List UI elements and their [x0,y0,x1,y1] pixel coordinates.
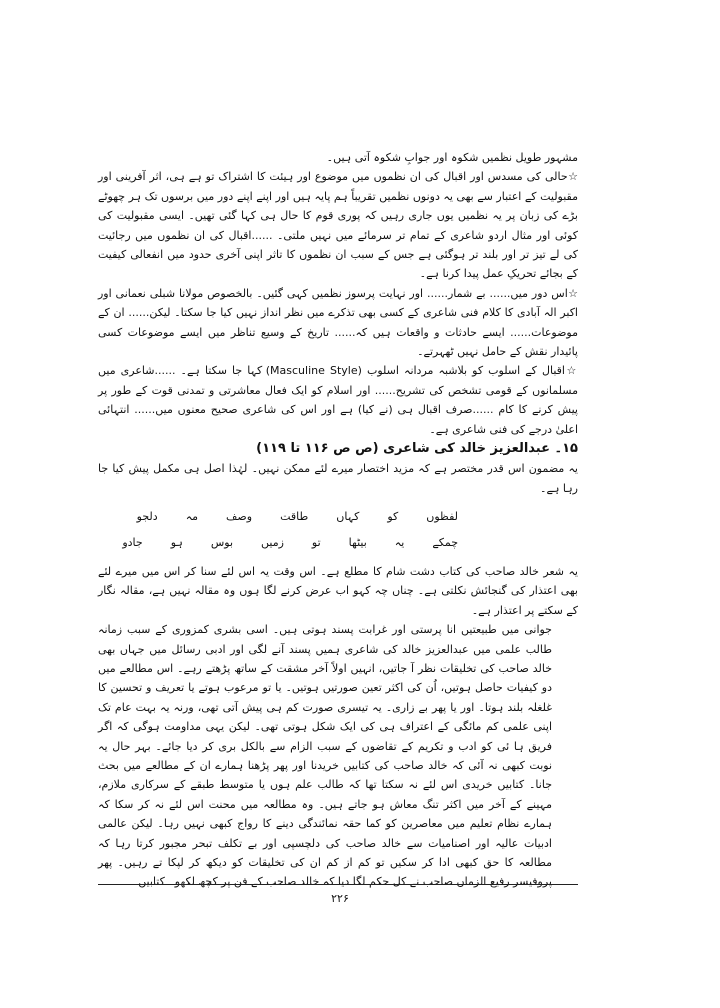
verse-word: کہاں [336,509,360,523]
paragraph-4: ☆اقبال کے اسلوب کو بلاشبہ مردانہ اسلوب (Masculine Style) کہا جا سکتا ہے۔ ......شاعری میں مسلمانوں کے قومی تشخص کی تشریح...... اور اسلام کو ایک فعال معاشرتی و تمدنی قوت کے طور پر پیش کرنے کا کام ......صرف اقبال ہی (نے کیا) ہے اور اس کی شاعری صحیح معنوں میں...... انتہائی اعلیٰ درجے کی فنی شاعری ہے۔ [98,364,578,436]
section-heading: ۱۵۔ عبدالعزیز خالد کی شاعری (ص ص ۱۱۶ تا ۱۱۹) [256,441,578,457]
verse-word: تو [311,535,321,549]
verse-word: طاقت [280,509,309,523]
intro-paragraph: یہ مضمون اس قدر مختصر ہے کہ مزید اختصار میرے لئے ممکن نہیں۔ لہٰذا اصل ہی مکمل پیش کیا جا رہا ہے۔ [98,462,578,495]
verse-line-1 [98,504,458,530]
body-text [98,148,578,892]
verse-word: وصف [226,509,253,523]
verse-word: زمیں [261,535,284,549]
verse-word: بوس [210,535,234,549]
paragraph-2: ☆حالی کی مسدس اور اقبال کی ان نظموں میں موضوع اور ہیئت کا اشتراک تو ہے ہی، اثر آفرینی اور مقبولیت کے اعتبار سے بھی یہ دونوں نظمیں تقریباً ہم پایہ ہیں اور اپنے اپنے دور میں برسوں تک ہر چھوٹے بڑے کی زبان پر یہ نظمیں یوں جاری رہیں کہ پوری قوم کا حال ہی کہا گئی تھیں۔ ایسی مقبولیت کی کوئی اور مثال اردو شاعری کے تمام تر سرمائے میں نہیں ملتی۔ ......اقبال کی ان نظموں میں رجائیت کی لے تیز تر اور بلند تر ہوگئی ہے جس کے سبب ان نظموں کا تاثر اپنی آخری حدود میں انفعالی کیفیت کے بجائے تحریکِ عمل پیدا کرنا ہے۔ [98,170,578,281]
footer-divider [98,884,578,885]
verse-word: لفظوں [426,509,458,523]
paragraph-6: جوانی میں طبیعتیں انا پرستی اور غرابت پسند ہوتی ہیں۔ اسی بشری کمزوری کے سبب زمانہ طالب علمی میں عبدالعزیز خالد کی شاعری ہمیں پسند آنے لگی اور ادبی رسائل میں جہاں بھی خالد صاحب کی تخلیقات نظر آ جاتیں، انہیں اولاً آخر مشقت کے ساتھ پڑھتے رہے۔ اس مطالعے میں دو کیفیات حاصل ہوتیں، اُن کی اکثر تعین صورتیں ہوتیں۔ یا تو مرعوب ہوتے یا تعریف و تحسین کا غلغلہ بلند ہوتا۔ اور یا پھر بے زاری۔ یہ تیسری صورت کم ہی پیش آتی تھی، ورنہ یہ بہت عام تک اپنی علمی کم مائگی کے اعتراف ہی کی ایک شکل ہوتی تھی۔ لیکن یہی مداومت ہوگی کہ اگر فریق ہا ئی کو ادب و تکریم کے تقاضوں کے سبب الزام سے بالکل بری کر دیا جائے۔ بہر حال یہ نوبت کبھی نہ آئی کہ خالد صاحب کی کتابیں خریدنا اور پھر پڑھنا ہمارے ان کے مطالعے میں بحث جانا۔ کتابیں خریدی اس لئے نہ سکتا تھا کہ طالب علم ہوں یا متوسط طبقے کے سرکاری ملازم، مہینے کے آخر میں اکثر تنگ معاش ہو جاتے ہیں۔ وہ مطالعہ میں محنت اس لئے نہ کر سکا کہ ہمارے نظام تعلیم میں معاصرین کو کما حقہ نمائندگی دینے کا رواج کبھی نہیں رہا۔ لیکن عالمی ادبیات عالیہ اور اصنامیات سے خالد صاحب کی دلچسپی اور بے تکلف تبحر مجبور کرتا رہا کہ مطالعہ کا حق کبھی ادا کر سکیں تو کم از کم ان کی تخلیقات کو دیکھ کر لپکا تے رہیں۔ پھر پروفیسر رفیع الزماں صاحب نے کل حکم لگا دیا کہ خالد صاحب کے فن پر کچھ لکھو۔ کتابیں [98,623,552,889]
verse-word: کو [387,509,399,523]
paragraph-1: مشہور طویل نظمیں شکوہ اور جوابِ شکوہ آتی ہیں۔ [326,151,578,164]
verse-word: ہو [170,535,183,549]
page-number: ۲۲۶ [331,892,349,905]
verse-word: جادو [122,535,143,549]
verse-word: دلجو [136,509,158,523]
paragraph-5: یہ شعر خالد صاحب کی کتاب دشت شام کا مطلع ہے۔ اس وقت یہ اس لئے سنا کر اس میں میرے لئے بھی اعتذار کی گنجائش نکلتی ہے۔ چناں چہ کہو اب عرض کرنے لگا ہوں وہ مقالہ نہیں ہے، مقالہ نگار کے سکتے پر اعتذار ہے۔ [98,564,578,617]
verse-block [98,504,578,556]
paragraph-3: ☆اس دور میں...... بے شمار...... اور نہایت پرسوز نظمیں کہی گئیں۔ بالخصوص مولانا شبلی نعمانی اور اکبر الہ آبادی کا کلام فنی شاعری کے کسی بھی تذکرے میں نظر انداز نہیں کیا جا سکتا۔ لیکن...... ان کے موضوعات...... ایسے حادثات و واقعات ہیں کہ...... تاریخ کے وسیع تناظر میں ایسے موضوعات کسی پائیدار نقش کے حامل نہیں ٹھہرتے۔ [98,286,578,359]
verse-word: بیٹھا [348,535,367,549]
verse-word: چمکے [432,535,458,549]
verse-word: یہ [394,535,405,549]
verse-word: مہ [185,509,199,523]
verse-line-2 [98,530,458,556]
